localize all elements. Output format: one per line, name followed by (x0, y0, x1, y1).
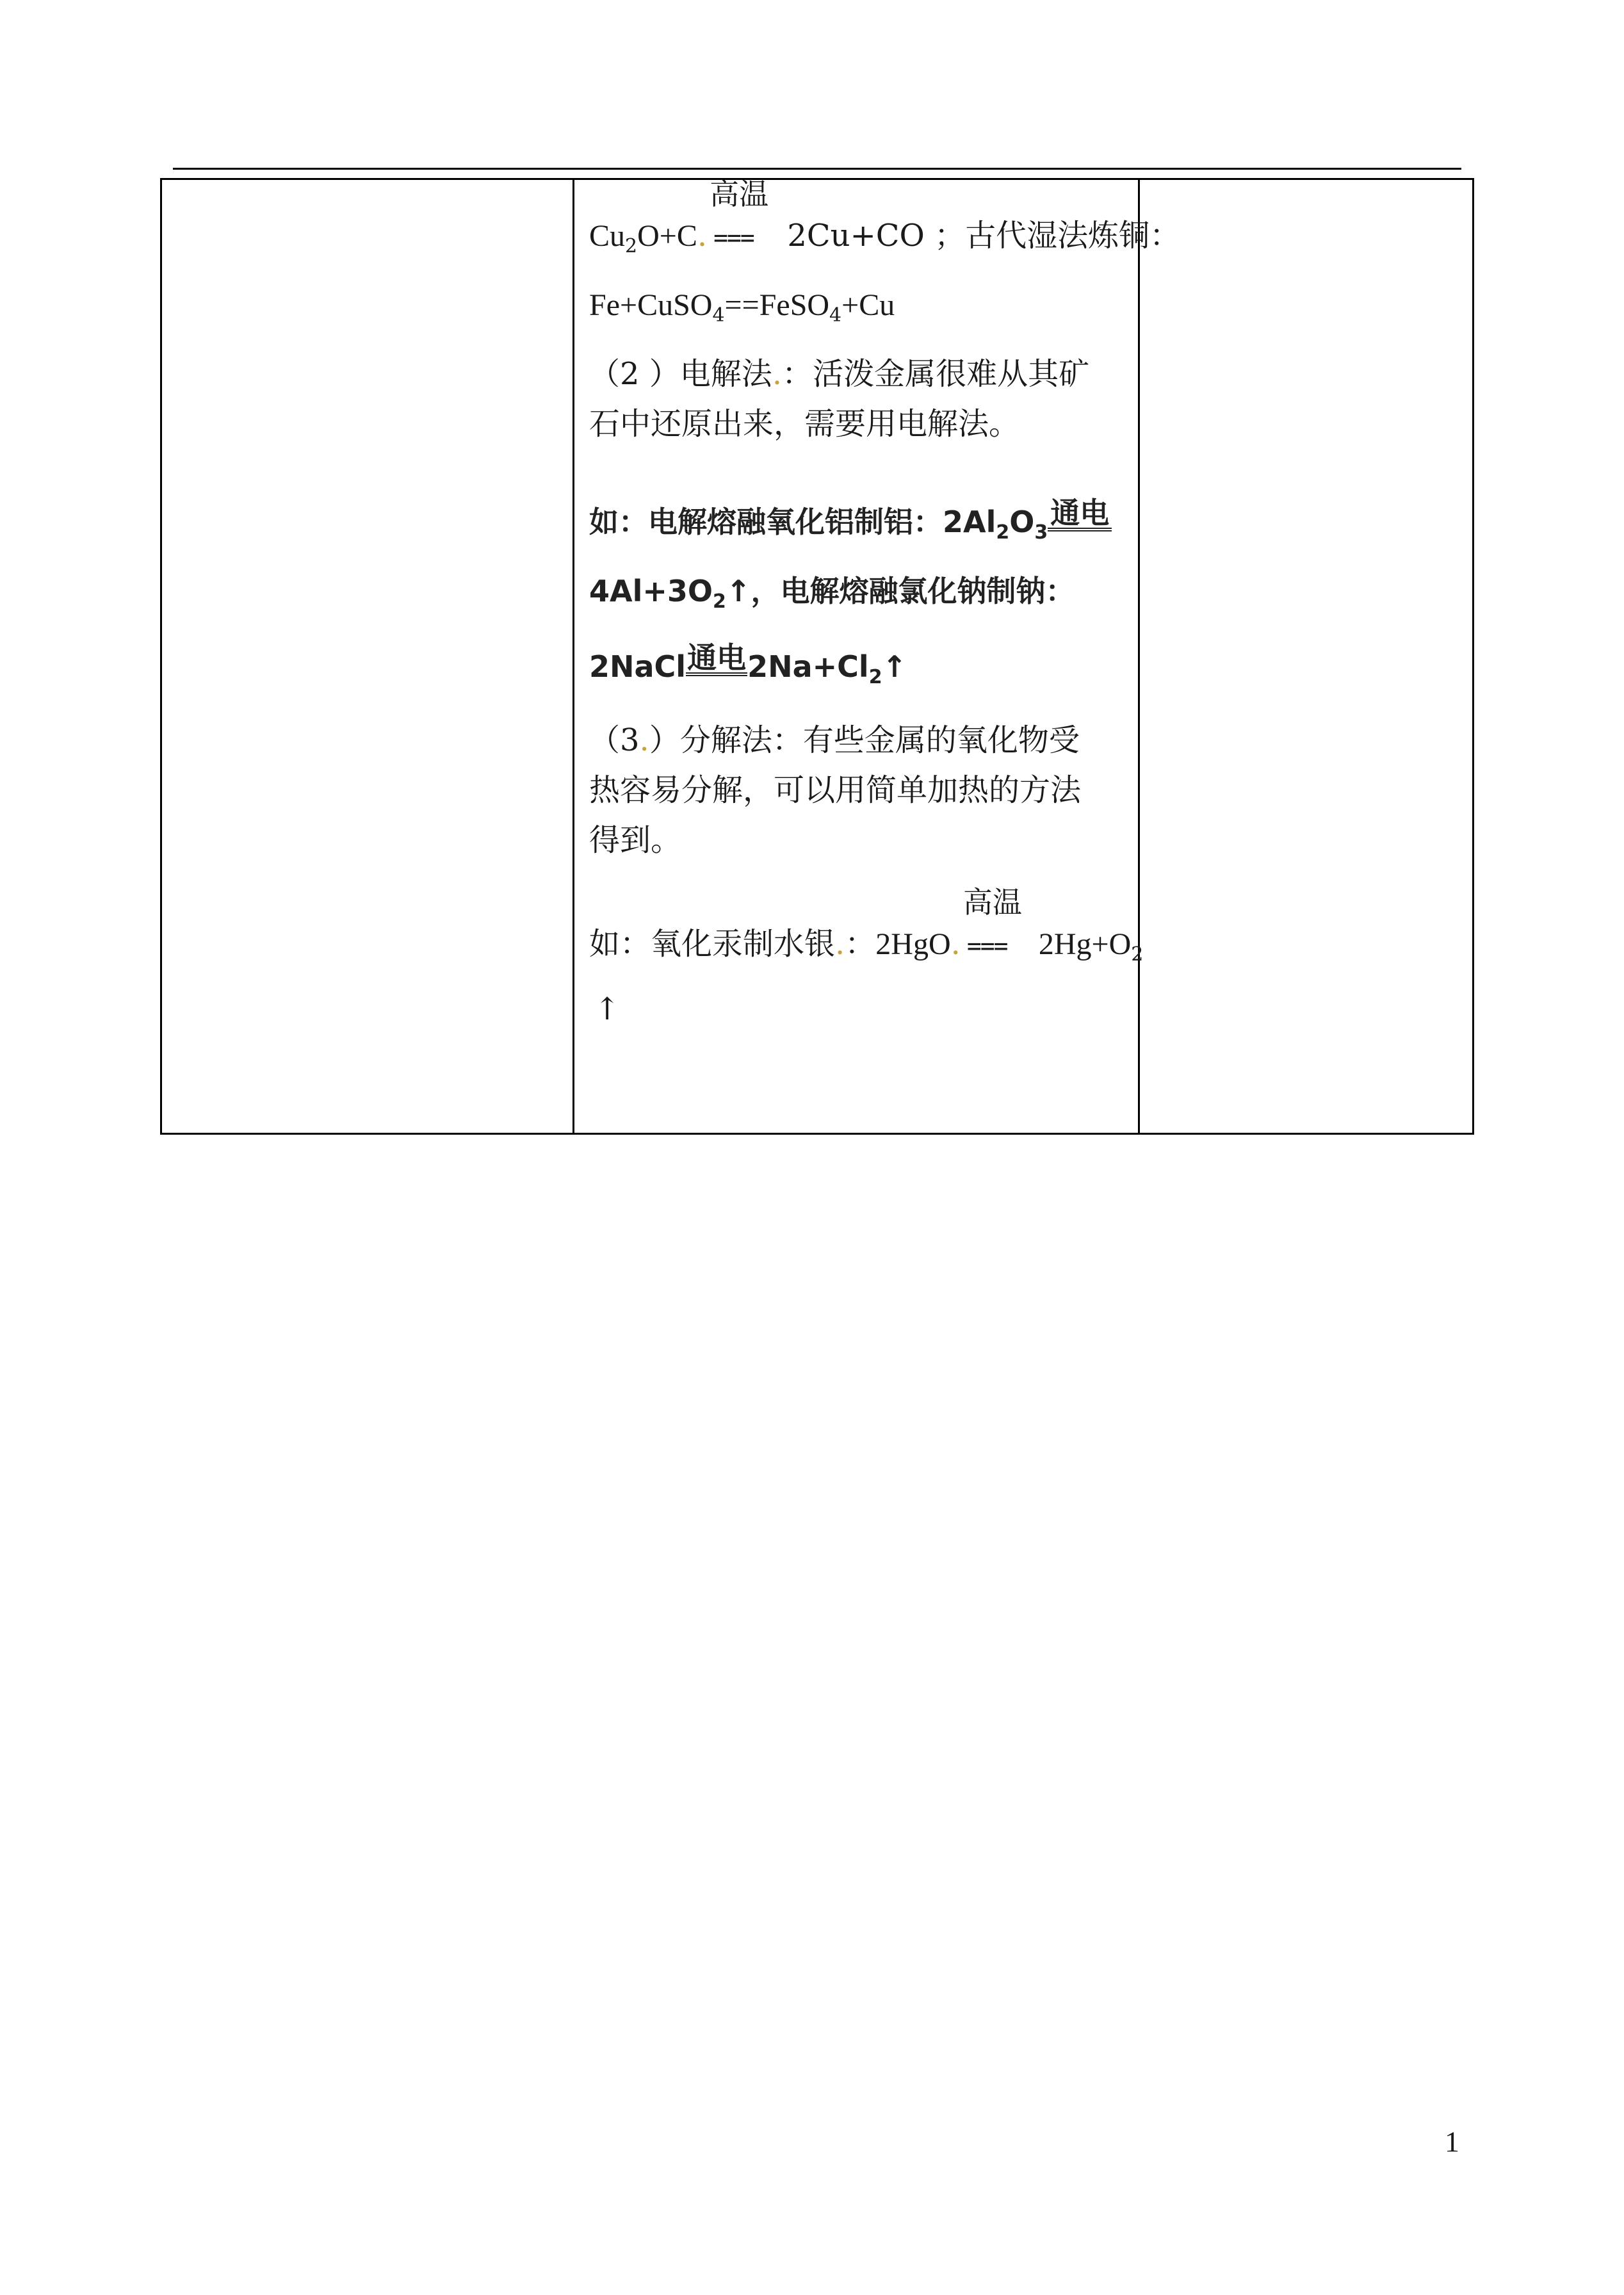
column-divider-1 (572, 180, 574, 1133)
image-equation-nacl: 2NaCl通电$2Na+Cl_2↑$ (589, 640, 907, 688)
condition-high-temp: 高温 === (710, 177, 769, 252)
image-equation-al-o2: $4Al+3O_2↑$，电解熔融氯化钠制钠： (589, 574, 1075, 613)
electrolysis-paragraph-line1: （2 ）电解法.：活泼金属很难从其矿 (589, 356, 1090, 392)
equation-cu2o: $Cu_2O+C$. 高温 === 2Cu+CO ；古代湿法炼铜： (589, 177, 1181, 257)
decomposition-paragraph-line1: （3.）分解法：有些金属的氧化物受 (589, 722, 1080, 758)
decomposition-paragraph-line3: 得到。 (589, 822, 682, 858)
header-rule (173, 168, 1461, 170)
electrolysis-paragraph-line2: 石中还原出来，需要用电解法。 (589, 406, 1020, 442)
up-arrow: ↑ (594, 991, 621, 1027)
column-divider-2 (1138, 180, 1140, 1133)
page-number: 1 (1445, 2125, 1459, 2158)
image-equation-al2o3: 如：电解熔融氧化铝制铝：$2Al_2O_3$通电 (589, 507, 1112, 540)
condition-high-temp-2: 高温 === (962, 885, 1022, 960)
equation-fe-cuso4: Fe+CuSO$_4$==FeSO$_4$+Cu (589, 288, 895, 327)
decomposition-paragraph-line2: 热容易分解，可以用简单加热的方法 (589, 772, 1082, 808)
equation-hgo: 如：氧化汞制水银.：2HgO. 高温 === $2Hg+O_2$ (589, 885, 1144, 966)
